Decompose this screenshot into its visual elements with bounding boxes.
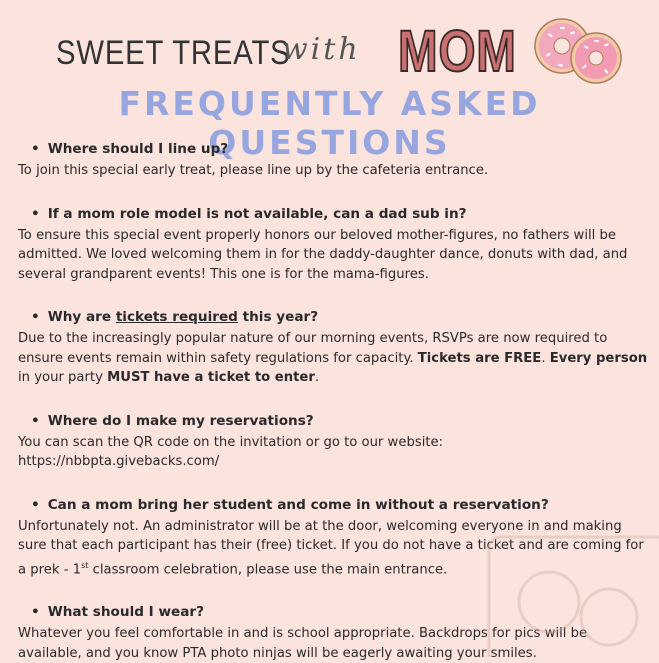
question-text: If a mom role model is not available, can a dad sub in? bbox=[47, 205, 467, 222]
bullet: • bbox=[31, 604, 40, 621]
bullet: • bbox=[31, 412, 40, 429]
donuts-icon bbox=[530, 12, 625, 92]
donut-right-icon bbox=[571, 33, 621, 83]
question-text: What should I wear? bbox=[47, 604, 205, 621]
answer-superscript: st bbox=[81, 560, 89, 570]
question-text-post: this year? bbox=[237, 309, 319, 325]
donut-box-watermark-icon bbox=[459, 507, 659, 657]
answer-bold: Every person bbox=[549, 350, 648, 366]
faq-item bbox=[18, 309, 648, 388]
faq-item bbox=[18, 206, 648, 285]
question-text-underlined: tickets required bbox=[115, 309, 238, 325]
faq-answer: To join this special early treat, please line up by the cafeteria entrance. bbox=[18, 163, 489, 178]
flyer-header bbox=[0, 12, 659, 82]
answer-bold: Tickets are FREE bbox=[417, 350, 542, 366]
answer-text: classroom celebration, please use the main entrance. bbox=[88, 561, 448, 577]
faq-question bbox=[31, 413, 648, 429]
bullet: • bbox=[31, 205, 40, 222]
title-mom: MOM bbox=[398, 19, 517, 84]
question-text: Where do I make my reservations? bbox=[47, 412, 314, 429]
website-link: https://nbbpta.givebacks.com/ bbox=[18, 454, 220, 469]
faq-item bbox=[18, 141, 648, 181]
answer-text: . bbox=[314, 370, 320, 385]
title-sweet-treats: SWEET TREATS bbox=[56, 34, 291, 72]
faq-item bbox=[18, 413, 648, 472]
answer-text: Unfortunately not. An administrator will be at the door, welcoming everyone in and making sure that each participant has their (free) ticket. If you do not have a ticket and are coming for a prek - 1 bbox=[18, 518, 644, 577]
faq-question bbox=[31, 206, 648, 222]
faq-answer: To ensure this special event properly honors our beloved mother-figures, no fathers will be admitted. We loved welcoming them in for the daddy-daughter dance, donuts with dad, and several grandparent events! This one is for the mama-figures. bbox=[18, 227, 628, 282]
bullet: • bbox=[31, 496, 40, 513]
answer-text: in your party bbox=[18, 370, 108, 385]
answer-text: . bbox=[541, 350, 550, 366]
title-with: with bbox=[282, 32, 361, 67]
bullet: • bbox=[31, 309, 40, 325]
faq-title: FREQUENTLY ASKED QUESTIONS bbox=[118, 84, 541, 162]
answer-bold: MUST have a ticket to enter bbox=[107, 370, 315, 385]
answer-text: You can scan the QR code on the invitation or go to our website: bbox=[18, 434, 444, 450]
question-text: Can a mom bring her student and come in without a reservation? bbox=[47, 496, 549, 513]
faq-answer: Whatever you feel comfortable in and is school appropriate. Backdrops for pics will be available, and you know PTA photo ninjas will be eagerly awaiting your smiles. bbox=[18, 626, 588, 661]
faq-question bbox=[31, 141, 648, 157]
question-text-pre: Why are bbox=[47, 309, 116, 325]
bullet: • bbox=[31, 141, 40, 157]
faq-question bbox=[31, 309, 648, 325]
faq-answer bbox=[18, 329, 648, 388]
question-text: Where should I line up? bbox=[47, 141, 229, 157]
faq-answer bbox=[18, 433, 648, 472]
answer-text: Due to the increasingly popular nature of our morning events, RSVPs are now required to ensure events remain within safety regulations for capacity. bbox=[18, 331, 608, 366]
